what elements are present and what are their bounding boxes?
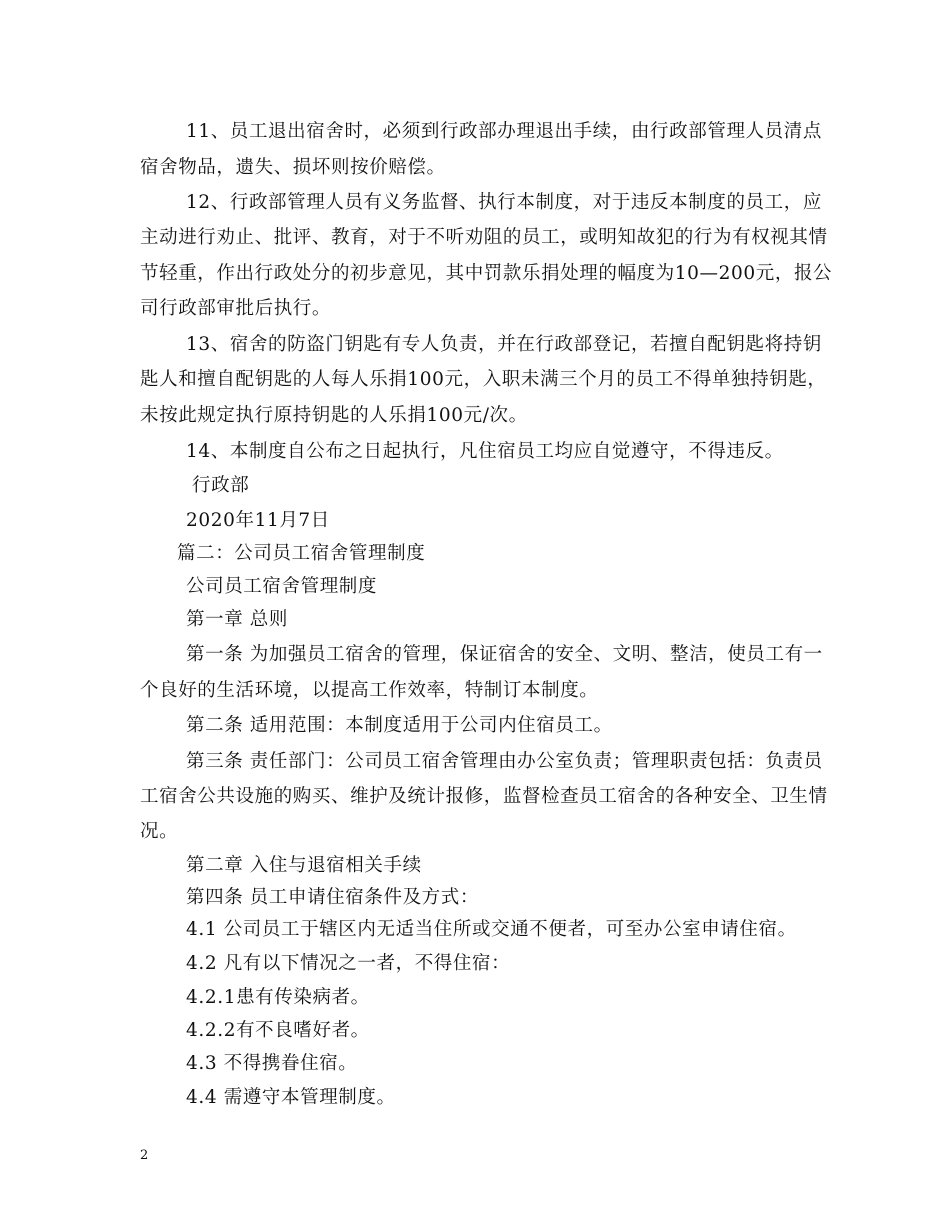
document-title: 公司员工宿舍管理制度	[186, 576, 378, 597]
page-number: 2	[140, 1148, 149, 1163]
signature-department: 行政部	[192, 475, 250, 496]
section-two-heading: 篇二：公司员工宿舍管理制度	[177, 543, 426, 564]
item-4-3: 4.3 不得携眷住宿。	[186, 1053, 358, 1074]
article-three-line-2: 工宿舍公共设施的购买、维护及统计报修，监督检查员工宿舍的各种安全、卫生情	[140, 786, 828, 807]
item-4-1: 4.1 公司员工于辖区内无适当住所或交通不便者，可至办公室申请住宿。	[186, 919, 797, 940]
article-two: 第二条 适用范围：本制度适用于公司内住宿员工。	[186, 715, 613, 736]
paragraph-14: 14、本制度自公布之日起执行，凡住宿员工均应自觉遵守，不得违反。	[186, 441, 784, 462]
item-4-2: 4.2 凡有以下情况之一者，不得住宿：	[186, 953, 511, 974]
paragraph-13-line-2: 匙人和擅自配钥匙的人每人乐捐100元，入职未满三个月的员工不得单独持钥匙，	[140, 369, 827, 390]
paragraph-13-line-1: 13、宿舍的防盗门钥匙有专人负责，并在行政部登记，若擅自配钥匙将持钥	[186, 334, 822, 355]
article-four-heading: 第四条 员工申请住宿条件及方式：	[186, 887, 479, 908]
paragraph-12-line-1: 12、行政部管理人员有义务监督、执行本制度，对于违反本制度的员工，应	[186, 192, 822, 213]
paragraph-13-line-3: 未按此规定执行原持钥匙的人乐捐100元/次。	[140, 405, 528, 426]
chapter-two-heading: 第二章 入住与退宿相关手续	[186, 855, 422, 876]
article-one-line-1: 第一条 为加强员工宿舍的管理，保证宿舍的安全、文明、整洁，使员工有一	[186, 644, 823, 665]
paragraph-12-line-4: 司行政部审批后执行。	[140, 298, 332, 319]
paragraph-11-line-2: 宿舍物品，遗失、损坏则按价赔偿。	[140, 157, 446, 178]
item-4-2-1: 4.2.1患有传染病者。	[186, 987, 370, 1008]
signature-date: 2020年11月7日	[186, 510, 330, 531]
paragraph-11-line-1: 11、员工退出宿舍时，必须到行政部办理退出手续，由行政部管理人员清点	[186, 121, 822, 142]
item-4-4: 4.4 需遵守本管理制度。	[186, 1087, 396, 1108]
article-three-line-1: 第三条 责任部门：公司员工宿舍管理由办公室负责；管理职责包括：负责员	[186, 751, 823, 772]
paragraph-12-line-3: 节轻重，作出行政处分的初步意见，其中罚款乐捐处理的幅度为10—200元，报公	[140, 263, 833, 284]
item-4-2-2: 4.2.2有不良嗜好者。	[186, 1020, 370, 1041]
article-one-line-2: 个良好的生活环境，以提高工作效率，特制订本制度。	[140, 680, 599, 701]
article-three-line-3: 况。	[140, 821, 179, 842]
paragraph-12-line-2: 主动进行劝止、批评、教育，对于不听劝阻的员工，或明知故犯的行为有权视其情	[140, 227, 828, 248]
chapter-one-heading: 第一章 总则	[186, 609, 288, 630]
